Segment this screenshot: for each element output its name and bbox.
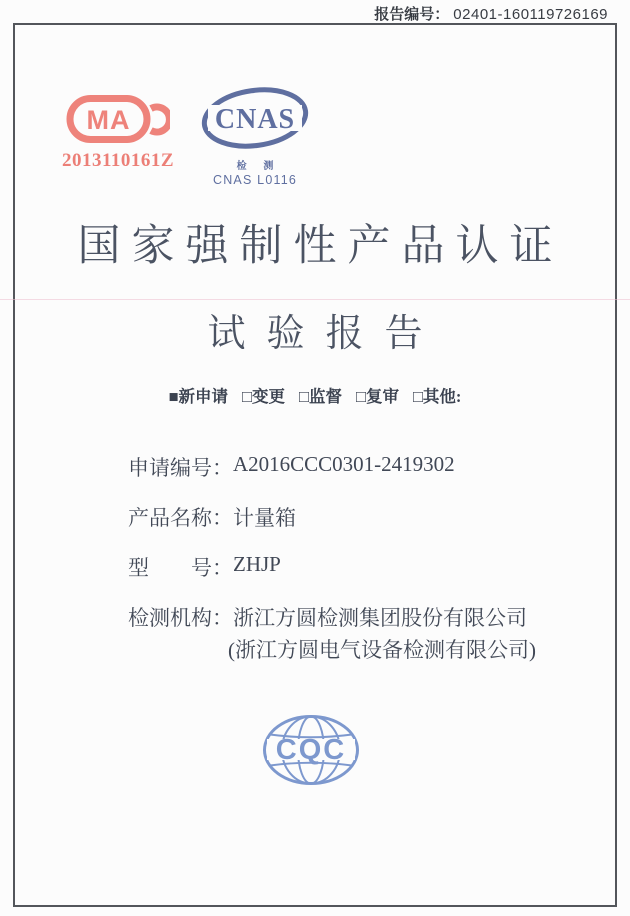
cqc-logo-icon xyxy=(261,712,361,788)
cnas-caption: 检 测 xyxy=(236,161,281,172)
application-type-option-new: ■新申请 xyxy=(168,387,229,406)
field-value: ZHJP xyxy=(233,552,281,576)
cma-letters: MA xyxy=(86,105,131,135)
field-model xyxy=(128,552,281,582)
application-type-option-supervision: □监督 xyxy=(299,387,342,406)
cnas-accreditation-number: CNAS L0116 xyxy=(212,173,298,187)
field-label: 产品名称： xyxy=(128,506,233,530)
field-product-name xyxy=(128,502,296,532)
application-type-option-change: □变更 xyxy=(242,387,286,406)
main-title: 国家强制性产品认证 xyxy=(77,223,564,270)
application-type-option-review: □复审 xyxy=(355,387,399,406)
report-number-value: 02401-160119726169 xyxy=(453,6,608,23)
field-value: 计量箱 xyxy=(233,506,296,530)
testing-organization-line1: 浙江方圆检测集团股份有限公司 xyxy=(233,606,527,630)
cqc-logo xyxy=(261,712,361,788)
field-value: A2016CCC0301-2419302 xyxy=(233,452,455,476)
field-application-number xyxy=(128,452,455,482)
field-label: 型 号： xyxy=(128,556,233,580)
sub-title: 试验报告 xyxy=(207,313,444,355)
testing-organization-line2: (浙江方圆电气设备检测有限公司) xyxy=(228,638,536,662)
cqc-acronym: CQC xyxy=(275,734,347,766)
cma-c-shape xyxy=(151,107,169,132)
report-number xyxy=(374,3,608,24)
application-type-row xyxy=(0,383,630,407)
cma-logo-icon xyxy=(66,94,170,144)
application-type-option-other: □其他: xyxy=(412,387,462,406)
report-number-label: 报告编号： xyxy=(374,6,450,23)
field-value xyxy=(228,602,536,666)
cnas-acronym: CNAS xyxy=(214,104,296,135)
cma-registration-number: 2013110161Z xyxy=(61,150,175,171)
cma-logo xyxy=(60,94,176,172)
cnas-logo-icon xyxy=(199,86,311,150)
cnas-logo xyxy=(198,86,312,187)
field-label: 检测机构： xyxy=(128,606,233,630)
field-testing-organization xyxy=(128,602,536,666)
field-label: 申请编号： xyxy=(128,456,233,480)
scan-artifact-line xyxy=(0,299,630,300)
